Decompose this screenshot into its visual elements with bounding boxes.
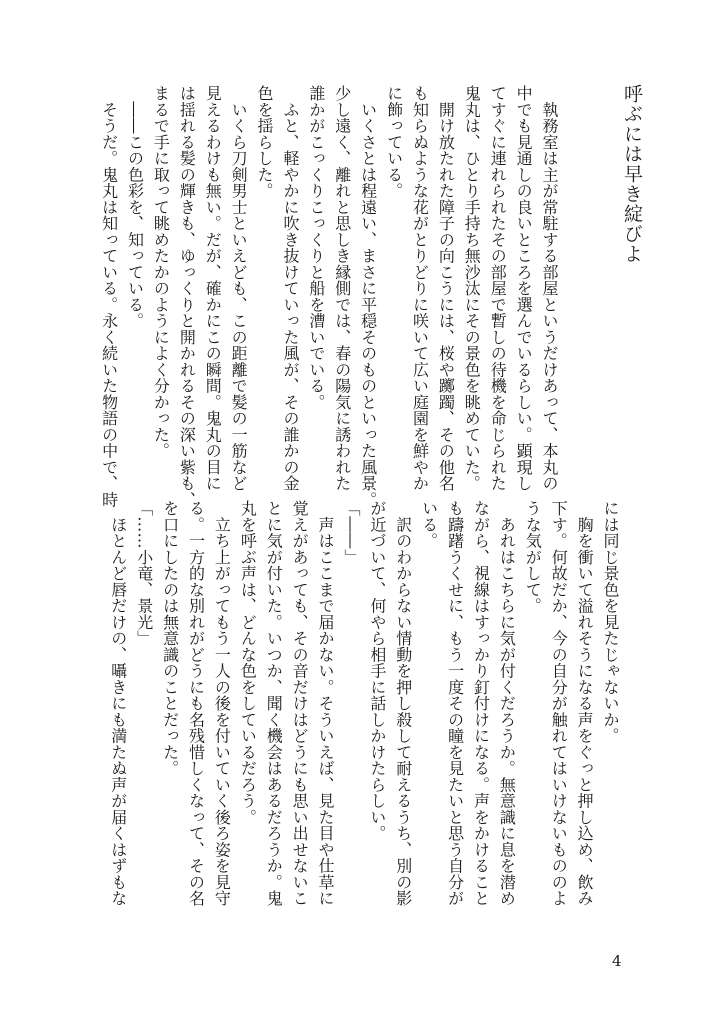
text-line: あれはこちらに気が付くだろうか。無意識に息を潜め xyxy=(497,500,517,907)
text-line: 立ち上がってもう一人の後を付いていく後ろ姿を見守 xyxy=(212,500,232,907)
text-line: 声はここまで届かない。そういえば、見た目や仕草に xyxy=(316,500,336,907)
body-text-top-tier xyxy=(96,85,562,508)
chapter-title: 呼ぶには早き綻びよ xyxy=(621,84,643,264)
text-line: 色を揺らした。 xyxy=(255,85,275,199)
text-line: いくら刀剣男士といえども、この距離で髪の一筋など xyxy=(229,85,249,492)
text-line: 丸を呼ぶ声は、どんな色をしているだろう。 xyxy=(238,500,258,825)
text-line: 誰かがこっくりこっくりと船を漕いでいる。 xyxy=(306,85,326,410)
text-line: る。一方的な別れがどうにも名残惜しくなって、その名 xyxy=(186,500,206,907)
text-line: とに気が付いた。いつか、聞く機会はあるだろうか。鬼 xyxy=(264,500,284,907)
text-line: も躊躇うくせに、もう一度その瞳を見たいと思う自分が xyxy=(445,500,465,907)
text-line: 「――」 xyxy=(341,500,361,565)
text-line: てすぐに連れられたその部屋で暫しの待機を命じられた xyxy=(488,85,508,492)
text-line: 少し遠く、離れと思しき縁側では、春の陽気に誘われた xyxy=(332,85,352,492)
text-line: には同じ景色を見たじゃないか。 xyxy=(601,500,620,744)
text-line: 開け放たれた障子の向こうには、桜や躑躅、その他名 xyxy=(436,85,456,492)
text-line: うな気がして。 xyxy=(523,500,543,614)
text-line: 胸を衝いて溢れそうになる声をぐっと押し込め、飲み xyxy=(575,500,595,907)
body-text-bottom-tier xyxy=(105,500,623,930)
text-line: ふと、軽やかに吹き抜けていった風が、その誰かの金 xyxy=(280,85,300,492)
text-line: 見えるわけも無い。だが、確かにこの瞬間。鬼丸の目に xyxy=(203,85,223,492)
text-line: を口にしたのは無意識のことだった。 xyxy=(160,500,180,777)
text-line: 中でも見通しの良いところを選んでいるらしい。顕現し xyxy=(514,85,534,492)
text-line: に飾っている。 xyxy=(384,85,404,199)
text-line: も知らぬような花がとりどりに咲いて広い庭園を鮮やか xyxy=(410,85,430,492)
text-line: まるで手に取って眺めたかのようによく分かった。 xyxy=(151,85,171,459)
text-line: 「……小竜、景光」 xyxy=(134,500,154,647)
text-line: いくさとは程遠い、まさに平穏そのものといった風景。 xyxy=(358,85,378,508)
text-line: ほとんど唇だけの、囁きにも満たぬ声が届くはずもな xyxy=(108,500,128,907)
text-line: 覚えがあっても、その音だけはどうにも思い出せないこ xyxy=(290,500,310,907)
page-number: 4 xyxy=(612,952,622,970)
text-line: は揺れる髪の輝きも、ゆっくりと開かれるその深い紫も、 xyxy=(177,85,197,508)
text-line: ――この色彩を、知っている。 xyxy=(125,85,145,329)
text-line: 訳のわからない情動を押し殺して耐えるうち、別の影 xyxy=(393,500,413,907)
text-line: いる。 xyxy=(419,500,439,549)
text-line: 下す。何故だか、今の自分が触れてはいけないもののよ xyxy=(549,500,569,907)
text-line: 執務室は主が常駐する部屋というだけあって、本丸の xyxy=(540,85,559,492)
text-line: ながら、視線はすっかり釘付けになる。声をかけること xyxy=(471,500,491,907)
text-line: そうだ。鬼丸は知っている。永く続いた物語の中で、時 xyxy=(99,85,119,508)
text-line: 鬼丸は、ひとり手持ち無沙汰にその景色を眺めていた。 xyxy=(462,85,482,492)
text-line: が近づいて、何やら相手に話しかけたらしい。 xyxy=(367,500,387,842)
